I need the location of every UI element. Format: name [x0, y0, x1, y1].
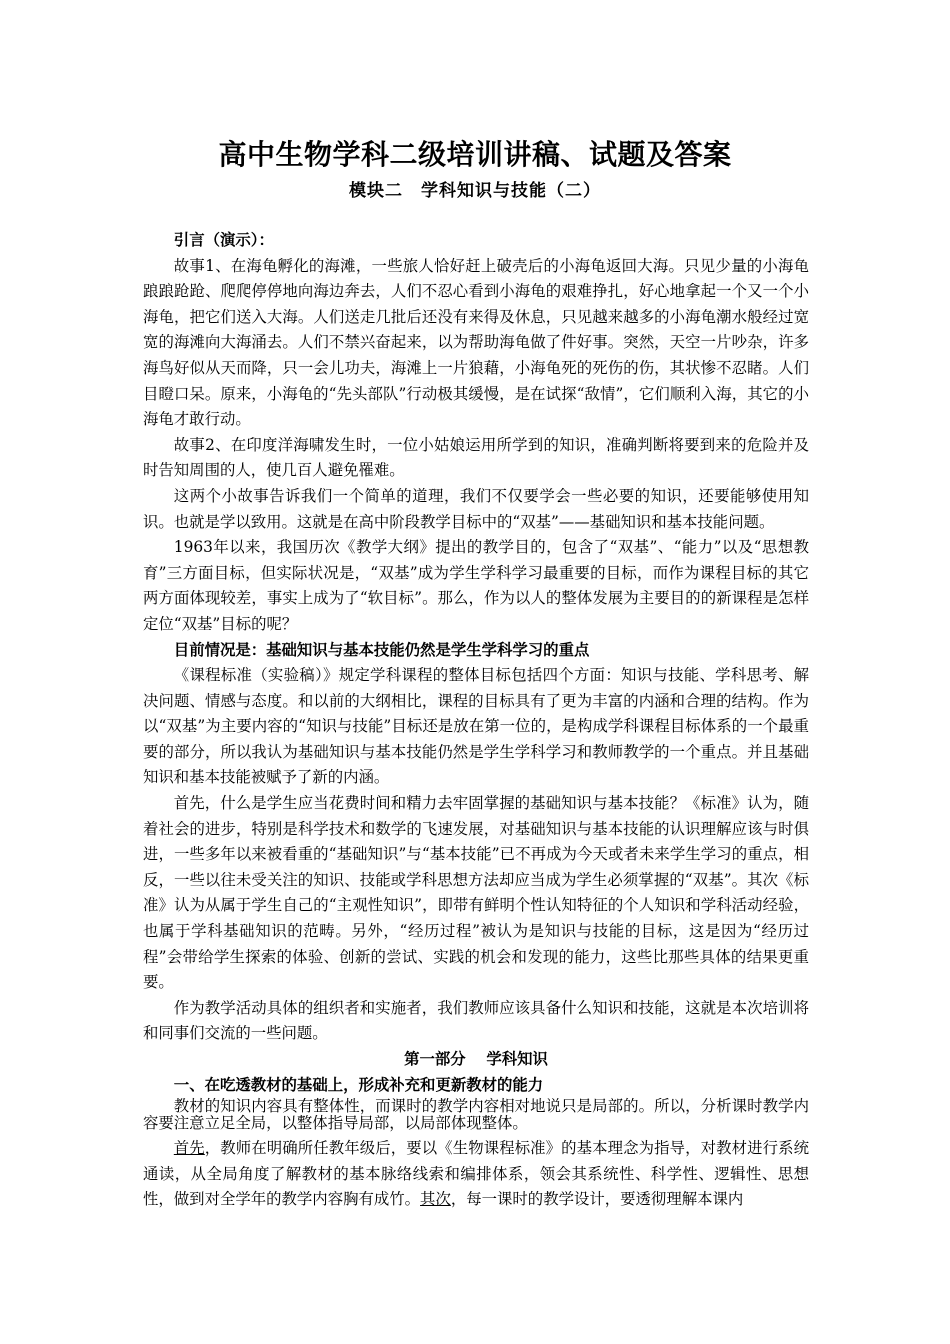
paragraph-curriculum-standard: 《课程标准（实验稿）》规定学科课程的整体目标包括四个方面：知识与技能、学科思考、解决问题、情感与态度。和以前的大纲相比，课程的目标具有了更为丰富的内涵和合理的结构。作为以“双基”为主要内容的“知识与技能”目标还是放在第一位的，是构成学科课程目标体系的一个最重要的部分，所以我认为基础知识与基本技能仍然是学生学科学习和教师教学的一个重点。并且基础知识和基本技能被赋予了新的内涵。 [143, 666, 809, 787]
paragraph-story-1: 故事1、在海龟孵化的海滩，一些旅人恰好赶上破壳后的小海龟返回大海。只见少量的小海龟踉踉跄跄、爬爬停停地向海边奔去，人们不忍心看到小海龟的艰难挣扎，好心地拿起一个又一个小海龟，把它们送入大海。人们送走几批后还没有来得及休息，只见越来越多的小海龟潮水般经过宽宽的海滩向大海涌去。人们不禁兴奋起来，以为帮助海龟做了件好事。突然，天空一片吵杂，许多海鸟好似从天而降，只一会儿功夫，海滩上一片狼藉，小海龟死的死伤的伤，其状惨不忍睹。人们目瞪口呆。原来，小海龟的“先头部队”行动极其缓慢，是在试探“敌情”，它们顺利入海，其它的小海龟才敢行动。 [143, 256, 809, 429]
paragraph-analysis [143, 1136, 809, 1213]
underlined-second: 其次 [420, 1190, 451, 1209]
analysis-text-a: ，教师在明确所任教年级后，要以《生物课程标准》的基本理念为指导，对教材进行系统通读，从全局角度了解教材的基本脉络线索和编排体系，领会其系统性、科学性、逻辑性、思想性，做到对全学年的教学内容胸有成竹。 [143, 1139, 809, 1209]
document-subtitle: 模块二 学科知识与技能（二） [349, 181, 601, 201]
underlined-first: 首先 [173, 1139, 205, 1158]
document-title: 高中生物学科二级培训讲稿、试题及答案 [218, 138, 732, 171]
analysis-text-b: ，每一课时的教学设计，要透彻理解本课内 [450, 1190, 744, 1209]
section-one-heading: 一、在吃透教材的基础上，形成补充和更新教材的能力 [173, 1075, 544, 1094]
document-body [143, 228, 809, 1213]
paragraph-teacher: 作为教学活动具体的组织者和实施者，我们教师应该具备什么知识和技能，这就是本次培训将和同事们交流的一些问题。 [143, 998, 809, 1043]
part-one-heading: 第一部分 学科知识 [404, 1050, 548, 1068]
intro-heading: 引言（演示）： [173, 231, 274, 249]
paragraph-first: 首先，什么是学生应当花费时间和精力去牢固掌握的基础知识与基本技能？《标准》认为，随着社会的进步，特别是科学技术和数学的飞速发展，对基础知识与基本技能的认识理解应该与时俱进，一些多年以来被看重的“基础知识”与“基本技能”已不再成为今天或者未来学生学习的重点，相反，一些以往未受关注的知识、技能或学科思想方法却应当成为学生必须掌握的“双基”。其次《标准》认为从属于学生自己的“主观性知识”，即带有鲜明个性认知特征的个人知识和学科活动经验，也属于学科基础知识的范畴。另外，“经历过程”被认为是知识与技能的目标，这是因为“经历过程”会带给学生探索的体验、创新的尝试、实践的机会和发现的能力，这些比那些具体的结果更重要。 [143, 794, 809, 992]
paragraph-story-2: 故事2、在印度洋海啸发生时，一位小姑娘运用所学到的知识，准确判断将要到来的危险并及时告知周围的人，使几百人避免罹难。 [143, 435, 809, 480]
paragraph-lesson: 这两个小故事告诉我们一个简单的道理，我们不仅要学会一些必要的知识，还要能够使用知识。也就是学以致用。这就是在高中阶段教学目标中的“双基”——基础知识和基本技能问题。 [143, 486, 809, 531]
paragraph-1963: 1963年以来，我国历次《教学大纲》提出的教学目的，包含了“双基”、“能力”以及“思想教育”三方面目标，但实际状况是，“双基”成为学生学科学习最重要的目标，而作为课程目标的其它两方面体现较差，事实上成为了“软目标”。那么，作为以人的整体发展为主要目的的新课程是怎样定位“双基”目标的呢？ [143, 538, 809, 633]
heading-current-situation: 目前情况是：基础知识与基本技能仍然是学生学科学习的重点 [173, 640, 590, 659]
paragraph-teaching-material: 教材的知识内容具有整体性，而课时的教学内容相对地说只是局部的。所以，分析课时教学内容要注意立足全局，以整体指导局部，以局部体现整体。 [143, 1097, 809, 1133]
